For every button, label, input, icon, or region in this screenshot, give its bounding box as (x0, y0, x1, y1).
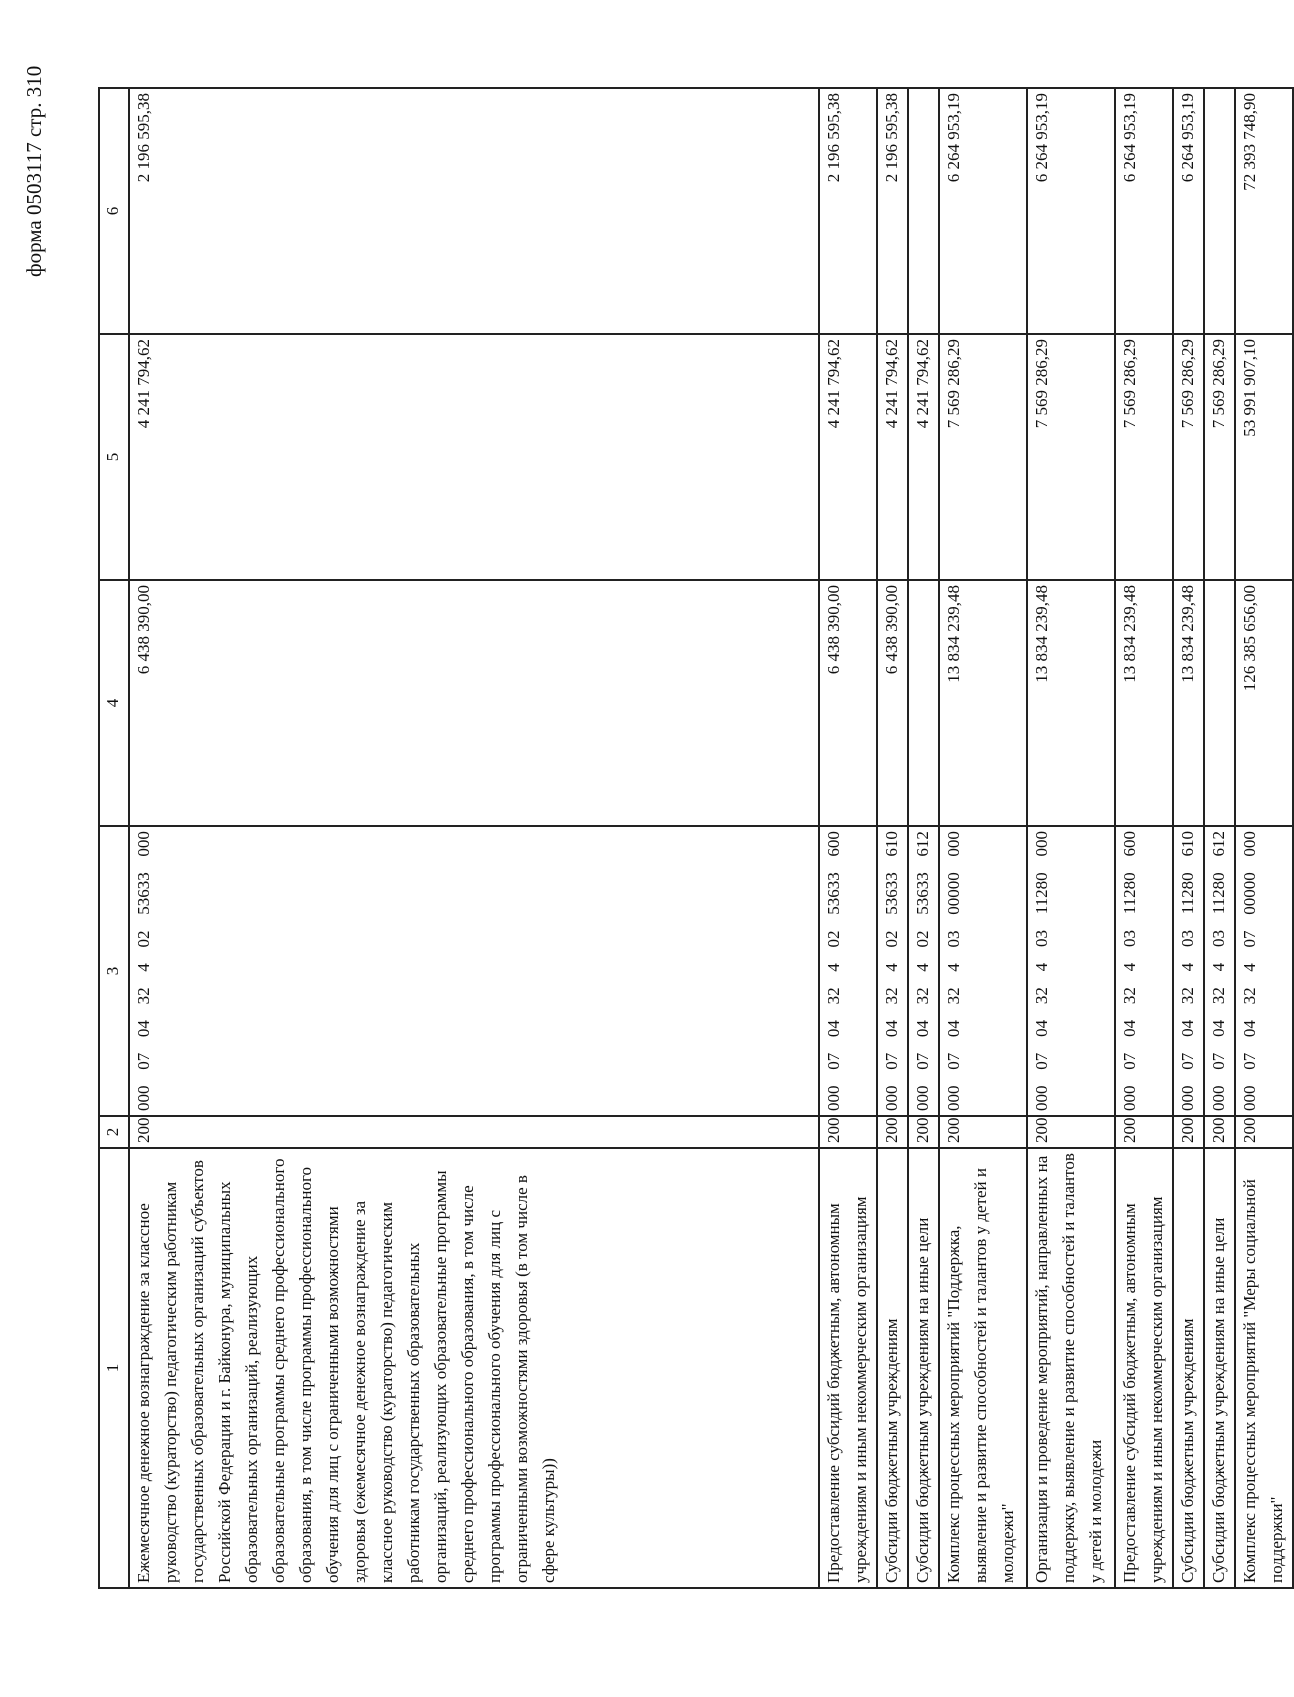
budget-code-part: 04 (1032, 1019, 1051, 1037)
row-budget-code (908, 826, 939, 1116)
budget-code-part: 4 (882, 963, 901, 972)
budget-code-part: 03 (1120, 930, 1139, 948)
row-amount-col4: 13 834 239,48 (1173, 580, 1204, 826)
row-amount-col6: 6 264 953,19 (1173, 88, 1204, 334)
form-label: форма 0503117 стр. 310 (22, 65, 46, 277)
row-line-code: 200 (1027, 1116, 1115, 1148)
budget-code-part: 07 (1032, 1052, 1051, 1070)
row-amount-col4: 6 438 390,00 (877, 580, 908, 826)
row-line-code: 200 (1235, 1116, 1293, 1148)
row-amount-col5: 4 241 794,62 (877, 334, 908, 580)
budget-code-part: 11280 (1178, 872, 1197, 915)
header-cell-2: 2 (99, 1116, 129, 1148)
row-line-code: 200 (939, 1116, 1027, 1148)
header-cell-1: 1 (99, 1148, 129, 1588)
row-line-code: 200 (1173, 1116, 1204, 1148)
budget-code-part: 4 (1120, 962, 1139, 972)
table-row (1115, 88, 1173, 1588)
row-amount-col6: 2 196 595,38 (129, 88, 819, 334)
row-amount-col4 (908, 580, 939, 826)
table-row (1173, 88, 1204, 1588)
budget-code-part: 000 (134, 831, 153, 857)
budget-code-part: 11280 (1209, 872, 1228, 915)
row-budget-code (1027, 826, 1115, 1116)
row-amount-col4: 6 438 390,00 (819, 580, 877, 826)
budget-code-part: 11280 (1032, 872, 1051, 915)
table-row (129, 88, 819, 1588)
budget-code-part: 32 (1209, 987, 1228, 1005)
row-budget-code (877, 826, 908, 1116)
budget-code-part: 000 (913, 1085, 932, 1111)
budget-code-part: 11280 (1120, 872, 1139, 915)
budget-code-part: 02 (134, 930, 153, 948)
budget-code-part: 07 (882, 1052, 901, 1070)
row-line-code: 200 (908, 1116, 939, 1148)
budget-code-parts (1028, 831, 1055, 1111)
row-budget-code (129, 826, 819, 1116)
budget-code-parts (1116, 831, 1143, 1111)
row-amount-col5: 7 569 286,29 (1027, 334, 1115, 580)
budget-code-part: 32 (1178, 987, 1197, 1005)
table-row (1235, 88, 1293, 1588)
row-description: Организация и проведение мероприятий, направленных на поддержку, выявление и развитие способностей и талантов у детей и молодежи (1027, 1148, 1115, 1588)
row-line-code: 200 (129, 1116, 819, 1148)
budget-code-part: 07 (1178, 1052, 1197, 1070)
table-row (1027, 88, 1115, 1588)
row-budget-code (1173, 826, 1204, 1116)
row-description: Комплекс процессных мероприятий "Меры социальной поддержки" (1235, 1148, 1293, 1588)
budget-code-parts (130, 831, 157, 1111)
budget-code-part: 32 (1032, 987, 1051, 1005)
row-description: Субсидии бюджетным учреждениям на иные цели (1204, 1148, 1235, 1588)
row-amount-col5: 4 241 794,62 (129, 334, 819, 580)
budget-code-part: 4 (1240, 963, 1259, 972)
budget-code-part: 000 (1032, 1085, 1051, 1111)
row-amount-col5: 4 241 794,62 (819, 334, 877, 580)
row-budget-code (819, 826, 877, 1116)
budget-code-part: 000 (1178, 1085, 1197, 1111)
budget-code-part: 000 (944, 1085, 963, 1111)
budget-code-part: 02 (824, 930, 843, 948)
row-amount-col4: 126 385 656,00 (1235, 580, 1293, 826)
budget-code-part: 000 (824, 1085, 843, 1111)
row-amount-col4: 13 834 239,48 (1115, 580, 1173, 826)
budget-code-part: 04 (1240, 1020, 1259, 1038)
report-table (98, 87, 1294, 1589)
row-description: Комплекс процессных мероприятий "Поддержка, выявление и развитие способностей и талантов у детей и молодежи" (939, 1148, 1027, 1588)
budget-code-part: 4 (944, 963, 963, 972)
budget-code-part: 07 (1120, 1052, 1139, 1070)
budget-code-part: 4 (1209, 962, 1228, 972)
row-amount-col4: 6 438 390,00 (129, 580, 819, 826)
budget-code-part: 04 (1209, 1019, 1228, 1037)
budget-code-part: 02 (882, 930, 901, 948)
budget-code-part: 000 (1120, 1085, 1139, 1111)
row-amount-col5: 53 991 907,10 (1235, 334, 1293, 580)
budget-code-part: 07 (824, 1052, 843, 1070)
row-budget-code (1204, 826, 1235, 1116)
budget-code-part: 04 (1120, 1019, 1139, 1037)
budget-code-part: 4 (913, 963, 932, 972)
budget-code-parts (909, 831, 936, 1111)
row-budget-code (1115, 826, 1173, 1116)
budget-code-part: 600 (824, 831, 843, 857)
budget-code-part: 4 (1032, 962, 1051, 972)
budget-code-part: 4 (134, 963, 153, 972)
budget-code-part: 04 (944, 1020, 963, 1038)
budget-code-part: 32 (1240, 987, 1259, 1005)
budget-code-part: 612 (913, 831, 932, 857)
row-amount-col6: 6 264 953,19 (1027, 88, 1115, 334)
row-amount-col5: 7 569 286,29 (1173, 334, 1204, 580)
budget-code-part: 03 (1032, 930, 1051, 948)
row-amount-col4: 13 834 239,48 (1027, 580, 1115, 826)
row-description: Предоставление субсидий бюджетным, автономным учреждениям и иным некоммерческим организациям (1115, 1148, 1173, 1588)
budget-code-part: 00000 (944, 872, 963, 915)
budget-code-part: 53633 (882, 872, 901, 915)
budget-code-part: 07 (134, 1052, 153, 1070)
budget-code-part: 32 (913, 987, 932, 1005)
row-amount-col4: 13 834 239,48 (939, 580, 1027, 826)
row-amount-col5: 7 569 286,29 (939, 334, 1027, 580)
table-body (129, 88, 1293, 1588)
budget-code-parts (820, 831, 847, 1111)
budget-code-parts (940, 831, 967, 1111)
row-amount-col6: 2 196 595,38 (819, 88, 877, 334)
row-amount-col6: 6 264 953,19 (939, 88, 1027, 334)
budget-code-part: 04 (824, 1020, 843, 1038)
budget-code-part: 32 (944, 987, 963, 1005)
budget-code-parts (878, 831, 905, 1111)
row-line-code: 200 (877, 1116, 908, 1148)
row-description: Субсидии бюджетным учреждениям (1173, 1148, 1204, 1588)
row-amount-col6: 72 393 748,90 (1235, 88, 1293, 334)
budget-code-part: 04 (134, 1020, 153, 1038)
budget-code-part: 4 (1178, 962, 1197, 972)
budget-code-part: 000 (134, 1085, 153, 1111)
budget-code-parts (1205, 831, 1232, 1111)
budget-code-part: 32 (882, 987, 901, 1005)
budget-code-part: 000 (1240, 831, 1259, 857)
row-amount-col4 (1204, 580, 1235, 826)
budget-code-part: 53633 (134, 872, 153, 915)
row-line-code: 200 (819, 1116, 877, 1148)
budget-code-part: 000 (882, 1085, 901, 1111)
budget-code-part: 07 (1240, 1052, 1259, 1070)
header-cell-6: 6 (99, 88, 129, 334)
budget-code-part: 600 (1120, 831, 1139, 857)
row-budget-code (939, 826, 1027, 1116)
row-description: Субсидии бюджетным учреждениям на иные цели (908, 1148, 939, 1588)
budget-code-part: 00000 (1240, 872, 1259, 915)
row-amount-col6 (908, 88, 939, 334)
table-row (1204, 88, 1235, 1588)
table-row (908, 88, 939, 1588)
header-cell-3: 3 (99, 826, 129, 1116)
row-amount-col6: 6 264 953,19 (1115, 88, 1173, 334)
table-row (819, 88, 877, 1588)
budget-code-part: 32 (1120, 987, 1139, 1005)
budget-code-part: 07 (913, 1052, 932, 1070)
budget-code-part: 07 (1209, 1052, 1228, 1070)
row-amount-col5: 4 241 794,62 (908, 334, 939, 580)
budget-code-part: 000 (1240, 1085, 1259, 1111)
row-line-code: 200 (1204, 1116, 1235, 1148)
budget-code-part: 610 (1178, 831, 1197, 857)
budget-code-part: 32 (824, 987, 843, 1005)
row-description: Ежемесячное денежное вознаграждение за классное руководство (кураторство) педагогическим работникам государственных образовательных организаций субъектов Российской Федерации и г. Байконура, муниципальных образовательных организаций, реализующих образовательные программы среднего профессионального образования, в том числе программы профессионального обучения для лиц с ограниченными возможностями здоровья (ежемесячное денежное вознаграждение за классное руководство (кураторство) педагогическим работникам государственных образовательных организаций, реализующих образовательные программы среднего профессионального образования, в том числе программы профессионального обучения для лиц с ограниченными возможностями здоровья (в том числе в сфере культуры)) (129, 1148, 819, 1588)
budget-code-part: 04 (913, 1020, 932, 1038)
budget-code-part: 000 (1209, 1085, 1228, 1111)
budget-code-part: 32 (134, 987, 153, 1005)
row-line-code: 200 (1115, 1116, 1173, 1148)
table-header-row (99, 88, 129, 1588)
budget-code-part: 02 (913, 930, 932, 948)
budget-code-part: 612 (1209, 831, 1228, 857)
budget-code-parts (1174, 831, 1201, 1111)
budget-code-part: 610 (882, 831, 901, 857)
row-description: Субсидии бюджетным учреждениям (877, 1148, 908, 1588)
budget-code-part: 03 (1178, 930, 1197, 948)
budget-code-part: 03 (944, 930, 963, 948)
row-budget-code (1235, 826, 1293, 1116)
row-description: Предоставление субсидий бюджетным, автономным учреждениям и иным некоммерческим организациям (819, 1148, 877, 1588)
budget-code-part: 53633 (824, 872, 843, 915)
header-cell-5: 5 (99, 334, 129, 580)
budget-code-part: 000 (944, 831, 963, 857)
budget-code-part: 04 (1178, 1019, 1197, 1037)
table-row (939, 88, 1027, 1588)
table-row (877, 88, 908, 1588)
header-cell-4: 4 (99, 580, 129, 826)
budget-code-part: 03 (1209, 930, 1228, 948)
budget-code-part: 07 (944, 1052, 963, 1070)
row-amount-col6: 2 196 595,38 (877, 88, 908, 334)
row-amount-col5: 7 569 286,29 (1115, 334, 1173, 580)
row-amount-col6 (1204, 88, 1235, 334)
budget-code-part: 04 (882, 1020, 901, 1038)
budget-code-part: 4 (824, 963, 843, 972)
budget-code-part: 07 (1240, 930, 1259, 948)
budget-code-part: 53633 (913, 872, 932, 915)
budget-code-parts (1236, 831, 1263, 1111)
budget-code-part: 000 (1032, 831, 1051, 857)
row-amount-col5: 7 569 286,29 (1204, 334, 1235, 580)
